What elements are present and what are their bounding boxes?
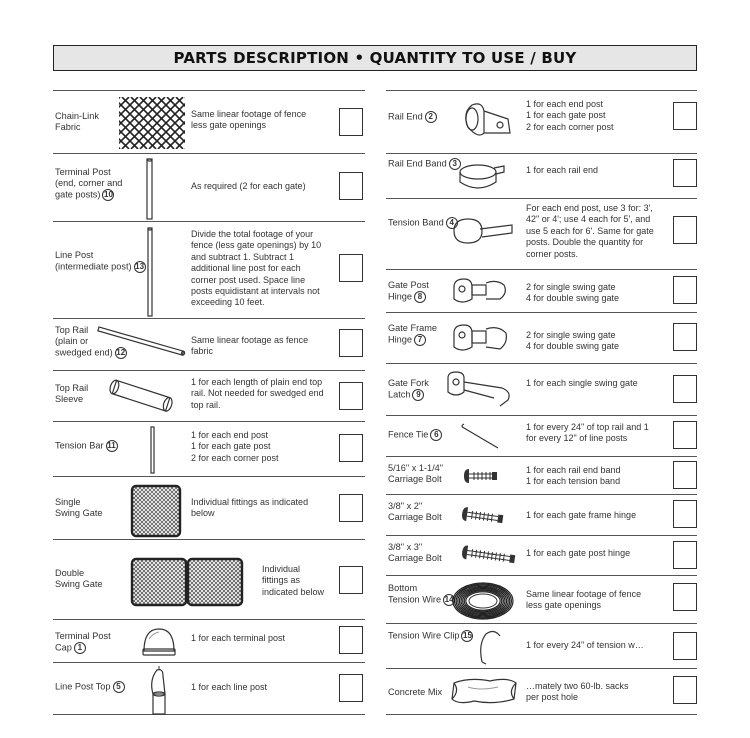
part-name: Top Rail (plain or swedged end) 12: [55, 325, 126, 358]
part-row: [386, 363, 697, 415]
part-row: [53, 619, 365, 662]
part-row: [386, 494, 697, 535]
part-row: [386, 456, 697, 494]
part-row: [53, 153, 365, 221]
quantity-checkbox[interactable]: [339, 329, 363, 357]
part-row: [53, 662, 365, 715]
part-number-badge: 10: [104, 190, 113, 199]
part-quantity-description: 1 for each gate frame hinge: [526, 510, 637, 520]
tension-wire-clip-icon: [478, 630, 504, 664]
part-quantity-description: 1 for each end post 1 for each gate post 2 for each corner post: [526, 99, 614, 132]
part-row: [53, 421, 365, 476]
quantity-checkbox[interactable]: [673, 583, 697, 611]
part-name: Gate Post Hinge 8: [388, 280, 429, 302]
part-number-badge: 3: [449, 158, 461, 170]
gate-fork-latch-icon: [442, 372, 514, 410]
part-quantity-description: 1 for each gate post hinge: [526, 548, 631, 558]
part-quantity-description: 1 for each terminal post: [191, 633, 286, 643]
quantity-checkbox[interactable]: [673, 216, 697, 244]
quantity-checkbox[interactable]: [673, 676, 697, 704]
gate-post-hinge-icon: [450, 277, 510, 307]
part-quantity-description: As required (2 for each gate): [191, 181, 306, 191]
carriage-bolt-medium-icon: [460, 507, 504, 525]
double-swing-gate-icon: [129, 556, 245, 610]
part-quantity-description: 2 for single swing gate 4 for double swing gate: [526, 330, 620, 352]
part-name: Rail End Band 3: [388, 158, 461, 170]
part-name: Gate Fork Latch 9: [388, 378, 429, 400]
part-quantity-description: Divide the total footage of your fence (less gate openings) by 10 and subtract 1. Subtract 1 additional line post for each corner post used. Space line posts equidistant at intervals not exceeding 10 feet.: [191, 229, 322, 308]
rail-end-icon: [458, 99, 516, 141]
part-row: [53, 539, 365, 619]
part-name: Tension Bar 11: [55, 440, 116, 451]
part-name: Terminal Post Cap 1: [55, 631, 111, 653]
gate-frame-hinge-icon: [450, 321, 510, 355]
part-row: [386, 535, 697, 575]
part-number-badge: 9: [412, 389, 424, 401]
part-number-badge: 7: [414, 334, 426, 346]
line-post-icon: [143, 228, 157, 316]
part-row: [386, 668, 697, 715]
top-rail-icon: [99, 327, 185, 353]
part-name: Gate Frame Hinge 7: [388, 323, 438, 345]
part-number-badge: 15: [463, 631, 472, 640]
chain-link-fabric-icon: [119, 97, 185, 149]
quantity-checkbox[interactable]: [673, 541, 697, 569]
part-quantity-description: 1 for each rail end band 1 for each tension band: [526, 465, 621, 487]
quantity-checkbox[interactable]: [339, 626, 363, 654]
part-row: [386, 415, 697, 456]
part-name: Line Post (intermediate post) 13: [55, 250, 145, 272]
part-number-badge: 13: [135, 262, 145, 271]
quantity-checkbox[interactable]: [673, 461, 697, 489]
quantity-checkbox[interactable]: [339, 674, 363, 702]
part-quantity-description: For each end post, use 3 for: 3', 42" or 4'; use 4 each for 5', and use 5 each for 6'. Same for gate posts. Double the quantity for corner posts.: [526, 203, 654, 259]
part-row: [386, 153, 697, 198]
quantity-checkbox[interactable]: [673, 500, 697, 528]
part-quantity-description: 1 for each rail end: [526, 165, 599, 175]
rail-end-band-icon: [458, 160, 504, 194]
part-quantity-description: Same linear footage as fence fabric: [191, 335, 309, 357]
part-number-badge: 14: [444, 595, 454, 604]
part-name: Single Swing Gate: [55, 497, 103, 518]
part-quantity-description: 1 for every 24" of top rail and 1 for every 12" of line posts: [526, 422, 649, 444]
quantity-checkbox[interactable]: [673, 323, 697, 351]
parts-header: [53, 45, 697, 71]
part-name: Top Rail Sleeve: [55, 383, 89, 404]
terminal-post-cap-icon: [141, 625, 177, 659]
part-name: Concrete Mix: [388, 687, 443, 697]
part-number-badge: 11: [107, 441, 116, 450]
quantity-checkbox[interactable]: [673, 102, 697, 130]
quantity-checkbox[interactable]: [339, 494, 363, 522]
tension-band-icon: [450, 215, 514, 255]
part-row: [53, 476, 365, 539]
part-name: 3/8" x 2" Carriage Bolt: [388, 501, 442, 522]
part-quantity-description: 1 for each length of plain end top rail. Not needed for swedged end top rail.: [191, 377, 324, 410]
quantity-checkbox[interactable]: [339, 566, 363, 594]
part-name: Line Post Top 5: [55, 681, 125, 693]
part-name: Rail End 2: [388, 111, 437, 123]
quantity-checkbox[interactable]: [673, 375, 697, 403]
part-number-badge: 6: [430, 429, 442, 441]
part-name: 3/8" x 3" Carriage Bolt: [388, 542, 442, 563]
tension-bar-icon: [148, 427, 158, 473]
part-number-badge: 12: [116, 348, 126, 357]
quantity-checkbox[interactable]: [339, 254, 363, 282]
part-name: Double Swing Gate: [55, 568, 103, 589]
quantity-checkbox[interactable]: [673, 159, 697, 187]
quantity-checkbox[interactable]: [339, 382, 363, 410]
quantity-checkbox[interactable]: [339, 434, 363, 462]
part-number-badge: 2: [425, 111, 437, 123]
quantity-checkbox[interactable]: [673, 276, 697, 304]
page-title: PARTS DESCRIPTION • QUANTITY TO USE / BUY: [173, 49, 577, 67]
single-swing-gate-icon: [129, 483, 183, 537]
part-quantity-description: 1 for every 24" of tension w…: [526, 640, 644, 650]
part-row: [53, 370, 365, 421]
quantity-checkbox[interactable]: [673, 421, 697, 449]
part-row: [53, 90, 365, 153]
part-row: [53, 221, 365, 318]
quantity-checkbox[interactable]: [673, 632, 697, 660]
part-row: [386, 90, 697, 153]
part-row: [53, 318, 365, 370]
part-quantity-description: Same linear footage of fence less gate openings: [191, 109, 307, 131]
top-rail-sleeve-icon: [107, 381, 177, 411]
part-name: Chain-Link Fabric: [55, 111, 99, 132]
part-row: [386, 198, 697, 269]
part-quantity-description: 1 for each line post: [191, 682, 268, 692]
quantity-checkbox[interactable]: [339, 108, 363, 136]
part-quantity-description: Same linear footage of fence less gate openings: [526, 589, 642, 611]
part-name: Tension Wire Clip 15: [388, 630, 472, 641]
quantity-checkbox[interactable]: [339, 172, 363, 200]
part-number-badge: 1: [74, 642, 86, 654]
part-row: [386, 623, 697, 668]
part-quantity-description: Individual fittings as indicated below: [262, 564, 325, 597]
part-name: Bottom Tension Wire 14: [388, 583, 454, 605]
part-number-badge: 8: [414, 291, 426, 303]
carriage-bolt-short-icon: [462, 467, 498, 485]
tension-wire-coil-icon: [452, 581, 514, 621]
part-row: [386, 269, 697, 312]
part-row: [386, 312, 697, 363]
part-quantity-description: 2 for single swing gate 4 for double swing gate: [526, 282, 620, 304]
part-name: Terminal Post (end, corner and gate posts) 10: [55, 167, 123, 200]
part-name: Tension Band 4: [388, 217, 458, 229]
part-quantity-description: 1 for each single swing gate: [526, 378, 638, 388]
part-row: [386, 575, 697, 623]
part-quantity-description: 1 for each end post 1 for each gate post 2 for each corner post: [191, 430, 279, 463]
carriage-bolt-long-icon: [460, 544, 516, 566]
part-name: 5/16" x 1-1/4" Carriage Bolt: [388, 463, 444, 484]
part-number-badge: 5: [113, 681, 125, 693]
part-number-badge: 4: [446, 217, 458, 229]
fence-tie-icon: [460, 422, 502, 450]
terminal-post-icon: [143, 159, 157, 219]
part-quantity-description: …mately two 60-lb. sacks per post hole: [526, 681, 629, 703]
line-post-top-icon: [147, 666, 171, 714]
concrete-bag-icon: [450, 677, 518, 705]
part-quantity-description: Individual fittings as indicated below: [191, 497, 309, 519]
part-name: Fence Tie 6: [388, 429, 442, 441]
